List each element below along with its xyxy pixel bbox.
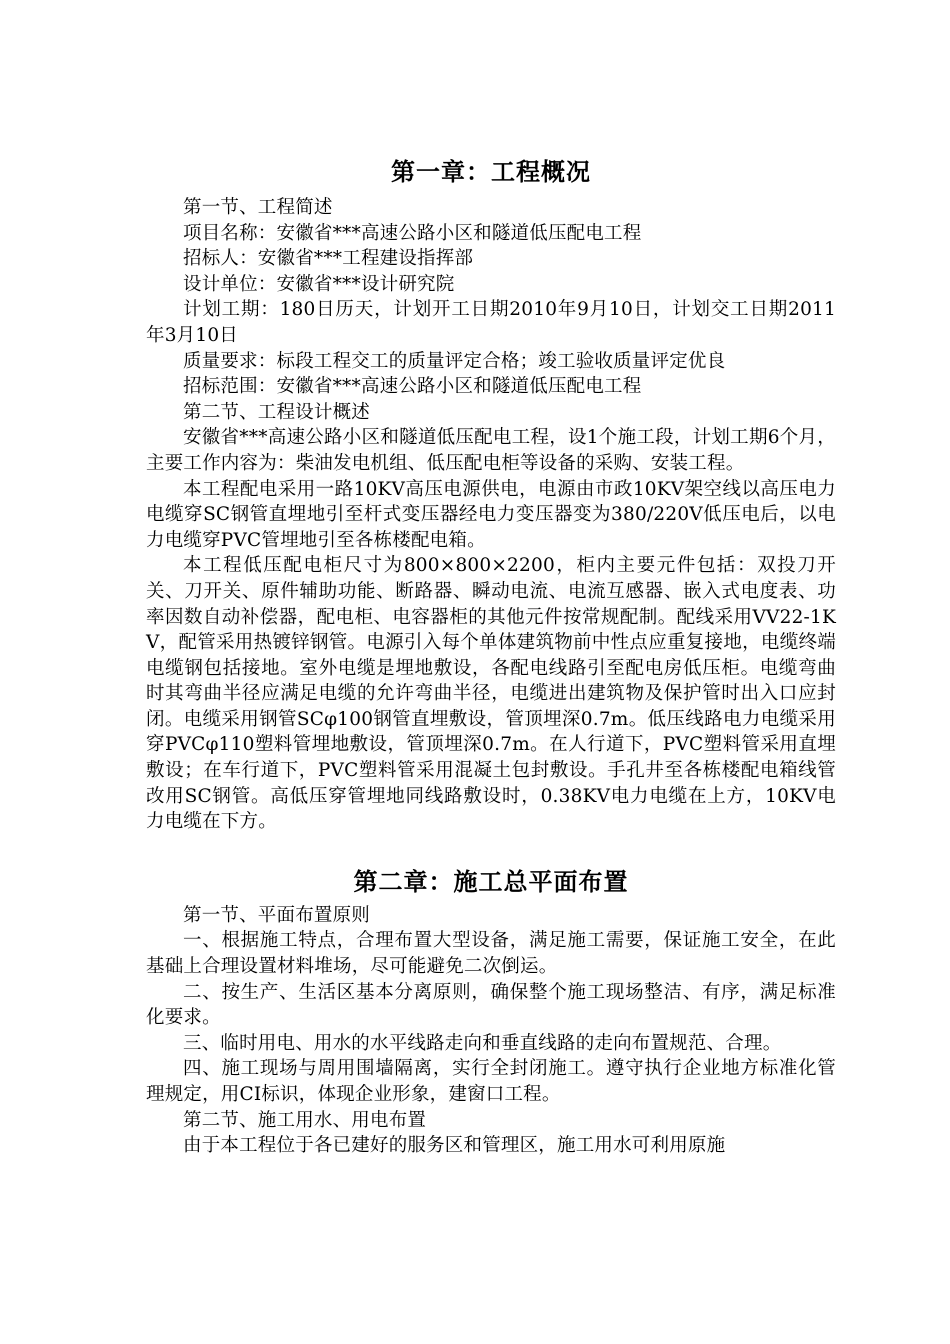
body-paragraph: 三、临时用电、用水的水平线路走向和垂直线路的走向布置规范、合理。 — [183, 1032, 782, 1054]
body-paragraph: 由于本工程位于各已建好的服务区和管理区，施工用水可利用原施 — [183, 1135, 726, 1157]
design-unit: 设计单位：安徽省***设计研究院 — [183, 273, 455, 295]
project-name: 项目名称：安徽省***高速公路小区和隧道低压配电工程 — [183, 222, 642, 244]
section-heading: 第一节、工程简述 — [183, 197, 333, 218]
body-paragraph: 一、根据施工特点，合理布置大型设备，满足施工需要，保证施工安全，在此基础上合理设置材料堆场，尽可能避免二次倒运。 — [146, 930, 836, 978]
tender-scope: 招标范围：安徽省***高速公路小区和隧道低压配电工程 — [183, 376, 642, 398]
quality-requirement: 质量要求：标段工程交工的质量评定合格；竣工验收质量评定优良 — [183, 350, 726, 372]
body-paragraph: 二、按生产、生活区基本分离原则，确保整个施工现场整洁、有序，满足标准化要求。 — [146, 981, 836, 1029]
body-paragraph: 本工程配电采用一路10KV高压电源供电，电源由市政10KV架空线以高压电力电缆穿SC钢管直埋地引至杆式变压器经电力变压器变为380/220V低压电后，以电力电缆穿PVC管埋地引至各栋楼配电箱。 — [146, 478, 836, 551]
body-paragraph: 本工程低压配电柜尺寸为800×800×2200，柜内主要元件包括：双投刀开关、刀开关、原件辅助功能、断路器、瞬动电流、电流互感器、嵌入式电度表、功率因数自动补偿器，配电柜、电容器柜的其他元件按常规配制。配线采用VV22-1KV，配管采用热镀锌钢管。电源引入每个单体建筑物前中性点应重复接地，电缆终端电缆钢包括接地。室外电缆是埋地敷设，各配电线路引至配电房低压柜。电缆弯曲时其弯曲半径应满足电缆的允许弯曲半径，电缆进出建筑物及保护管时出入口应封闭。电缆采用钢管SCφ100钢管直埋敷设，管顶埋深0.7m。低压线路电力电缆采用穿PVCφ110塑料管埋地敷设，管顶埋深0.7m。在人行道下，PVC塑料管采用直埋敷设；在车行道下，PVC塑料管采用混凝土包封敷设。手孔井至各栋楼配电箱线管改用SC钢管。高低压穿管埋地同线路敷设时，0.38KV电力电缆在上方，10KV电力电缆在下方。 — [146, 555, 836, 833]
planned-duration: 计划工期：180日历天，计划开工日期2010年9月10日，计划交工日期2011年3月10日 — [146, 299, 836, 346]
body-paragraph: 安徽省***高速公路小区和隧道低压配电工程，设1个施工段，计划工期6个月，主要工作内容为：柴油发电机组、低压配电柜等设备的采购、安装工程。 — [146, 427, 836, 474]
chapter-2-title: 第二章：施工总平面布置 — [353, 866, 629, 896]
section-heading: 第一节、平面布置原则 — [183, 904, 371, 926]
document-body — [146, 155, 836, 1159]
body-paragraph: 四、施工现场与周用围墙隔离，实行全封闭施工。遵守执行企业地方标准化管理规定，用CI标识，体现企业形象，建窗口工程。 — [146, 1058, 836, 1105]
chapter-1-title: 第一章：工程概况 — [391, 157, 591, 186]
section-heading: 第二节、工程设计概述 — [183, 401, 371, 423]
tenderer: 招标人：安徽省***工程建设指挥部 — [183, 248, 474, 270]
section-heading: 第二节、施工用水、用电布置 — [183, 1109, 427, 1131]
